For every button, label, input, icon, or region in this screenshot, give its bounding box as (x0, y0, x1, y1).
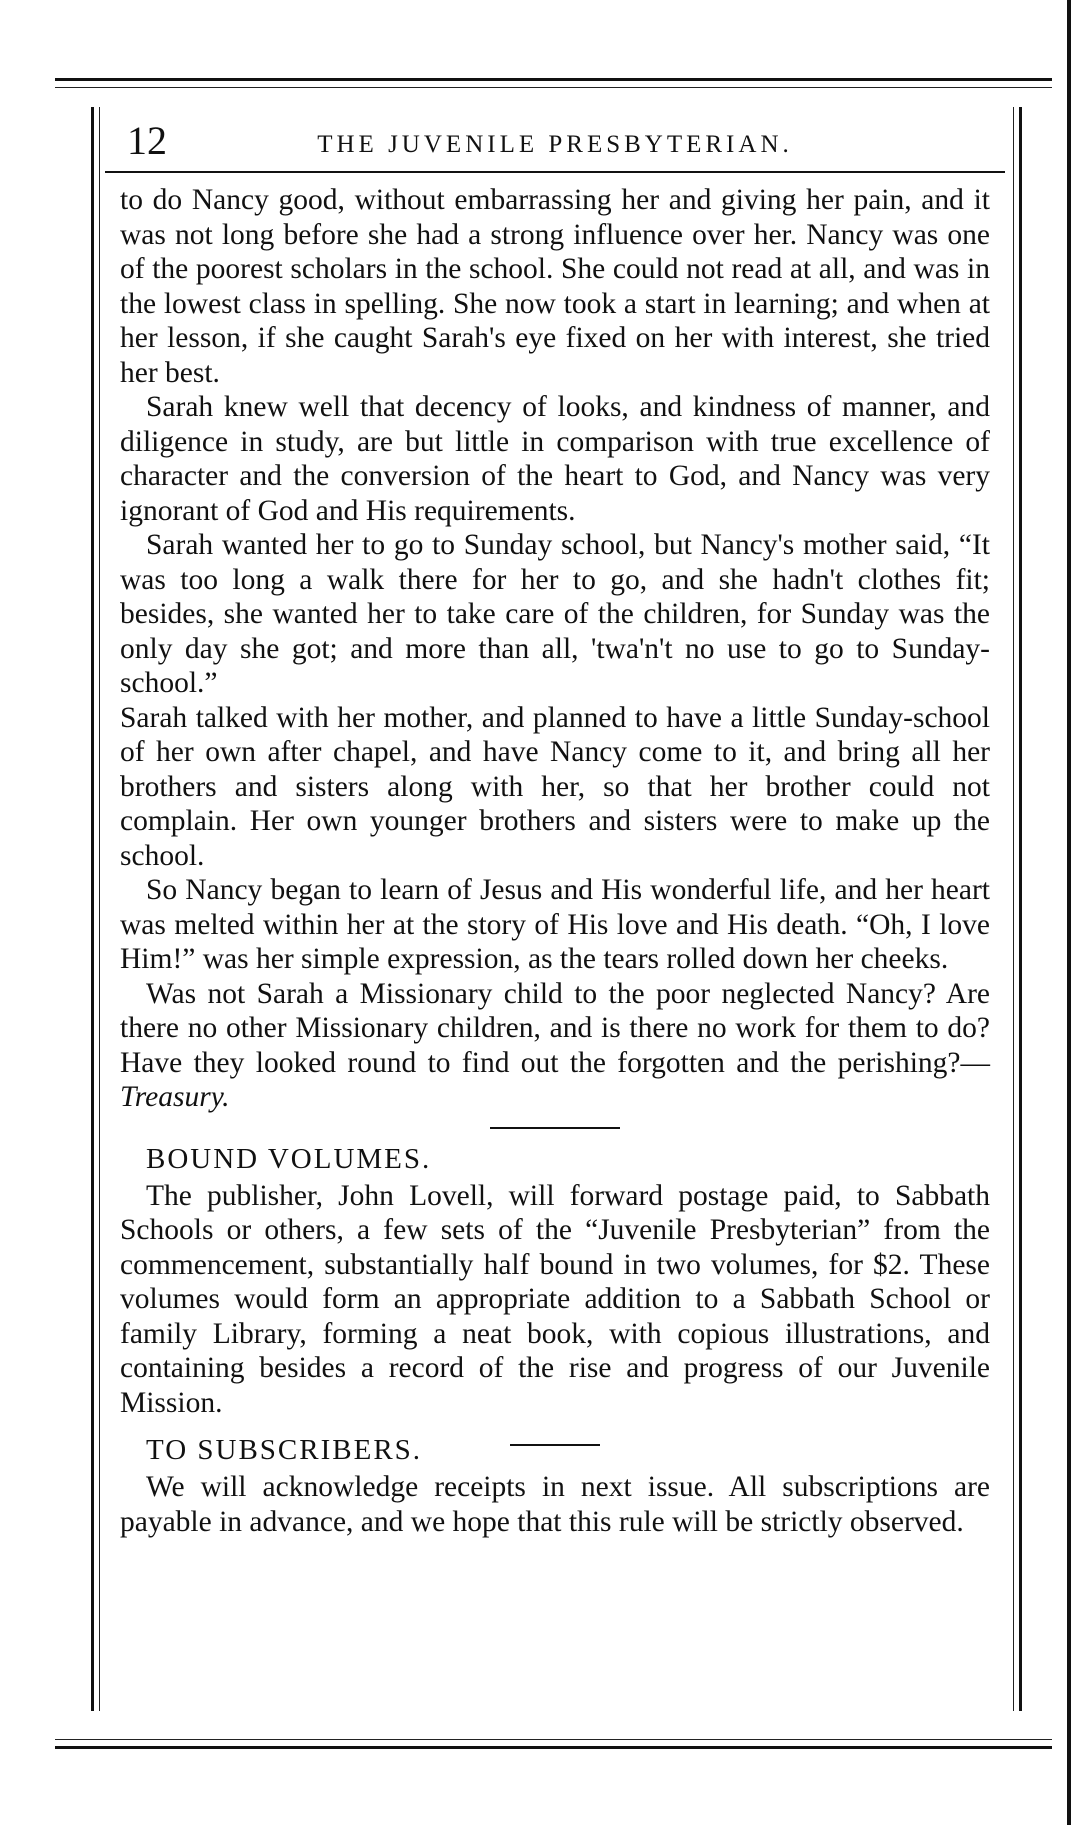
bound-volumes-text: The publisher, John Lovell, will forward postage paid, to Sabbath Schools or others, a few sets of the “Juvenile Presbyterian” from the commencement, substantially half bound in two volumes, for $2. These volumes would form an appropriate addition to a Sabbath School or family Library, forming a neat book, with copious illustrations, and containing besides a record of the rise and progress of our Juvenile Mission. (120, 1179, 990, 1419)
story-closing-text: Was not Sarah a Missionary child to the poor neglected Nancy? Are there no other Missionary children, and is there no work for them to do? Have they looked round to find out the forgotten and the perishing?— (120, 977, 990, 1079)
story-paragraph: to do Nancy good, without embarrassing her and giving her pain, and it was not long before she had a strong influence over her. Nancy was one of the poorest scholars in the school. She could not read at all, and was in the lowest class in spelling. She now took a start in learning; and when at her lesson, if she caught Sarah's eye fixed on her with interest, she tried her best. (120, 184, 990, 389)
story-paragraph: Sarah wanted her to go to Sunday school, but Nancy's mother said, “It was too long a walk there for her to go, and she hadn't clothes fit; besides, she wanted her to take care of the children, for Sunday was the only day she got; and more than all, 'twa'n't no use to go to Sunday-school.” (120, 529, 990, 699)
page-number: 12 (127, 118, 167, 163)
subscribers-text: We will acknowledge receipts in next issue. All subscriptions are payable in advance, and we hope that this rule will be strictly observed. (120, 1471, 990, 1538)
page-border (55, 78, 1052, 1749)
bound-volumes-heading: BOUND VOLUMES. (146, 1142, 432, 1175)
story-paragraph: Sarah knew well that decency of looks, and kindness of manner, and diligence in study, are but little in comparison with true excellence of character and the conversion of the heart to God, and Nancy was very ignorant of God and His requirements. (120, 391, 990, 527)
binding-rule (1067, 0, 1071, 1825)
section-ornament (120, 1115, 990, 1139)
article-body (120, 183, 990, 1539)
running-title: THE JUVENILE PRESBYTERIAN. (317, 131, 793, 158)
subscribers-heading: TO SUBSCRIBERS. (146, 1434, 423, 1466)
page-header (105, 111, 1005, 173)
story-paragraph: So Nancy began to learn of Jesus and His wonderful life, and her heart was melted within her at the story of His love and His death. “Oh, I love Him!” was her simple expression, as the tears rolled down her cheeks. (120, 874, 990, 975)
story-source: Treasury. (120, 1081, 230, 1113)
section-divider (120, 1420, 990, 1430)
story-paragraph-last (120, 977, 990, 1115)
story-paragraph: Sarah talked with her mother, and planned to have a little Sunday-school of her own after chapel, and have Nancy come to it, and bring all her brothers and sisters along with her, so that her brother could not complain. Her own younger brothers and sisters were to make up the school. (120, 701, 990, 872)
